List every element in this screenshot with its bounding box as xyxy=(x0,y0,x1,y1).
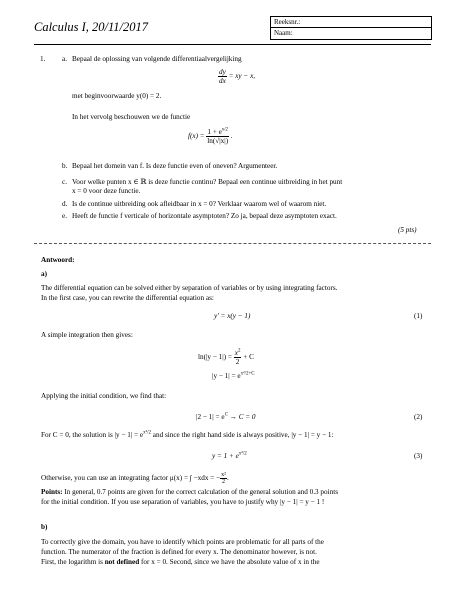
item-e-text: Heeft de functie f verticale of horizontale asymptoten? Zo ja, bepaal deze asymptoten exact. xyxy=(72,212,337,220)
f-numerator-exp: x/2 xyxy=(221,127,228,133)
question-number: 1. xyxy=(40,55,46,63)
eq3: y = 1 + e xyxy=(212,452,239,460)
equation-3 xyxy=(212,452,247,461)
item-b-label: b. xyxy=(62,162,68,170)
answer-b-heading: b) xyxy=(41,523,48,531)
answer-divider xyxy=(34,243,431,244)
points-note-label: Points: xyxy=(41,488,63,496)
answer-p1-line1: The differential equation can be solved either by separation of variables or by using integrating factors. xyxy=(41,284,338,292)
naam-field: Naam: xyxy=(274,29,293,37)
p4-a: For C = 0, the solution is |y − 1| = e xyxy=(41,431,144,439)
differential-equation xyxy=(218,68,255,85)
answer-p1-line2: In the first case, you can rewrite the differential equation as: xyxy=(41,294,214,302)
p5-frac-num: x² xyxy=(221,472,226,478)
answer-pb-line3 xyxy=(41,558,320,567)
p5-b: . xyxy=(226,474,229,483)
p4-b: and since the right hand side is always positive, |y − 1| = y − 1: xyxy=(152,431,334,439)
student-info-box xyxy=(270,16,432,40)
item-a-label: a. xyxy=(62,55,67,63)
dy: dy xyxy=(219,68,226,76)
eq-ln-rhs: + C xyxy=(243,353,254,362)
p4-exp: x²/2 xyxy=(143,430,151,436)
initial-condition: met beginvoorwaarde y(0) = 2. xyxy=(72,92,162,100)
f-end: . xyxy=(230,132,233,141)
eq-ln-den: 2 xyxy=(235,358,240,366)
eq3-exp: x²/2 xyxy=(238,451,247,457)
eq2-lhs: |2 − 1| = e xyxy=(196,413,225,421)
equation-2-number: (2) xyxy=(414,413,423,421)
p5-a: Otherwise, you can use an integrating factor μ(x) = ∫ −xdx = − xyxy=(41,474,221,483)
header-divider xyxy=(34,44,431,45)
equation-abs xyxy=(212,372,255,381)
dx: dx xyxy=(219,77,226,85)
points-label: (5 pts) xyxy=(398,226,417,234)
points-note-line1 xyxy=(41,488,338,497)
eq2-exp: C xyxy=(224,412,228,418)
item-c-label: c. xyxy=(62,178,67,186)
continuation-text: In het vervolg beschouwen we de functie xyxy=(72,113,191,121)
eq-ln-lhs: ln(|y − 1|) = xyxy=(198,353,232,362)
equation-ln xyxy=(198,349,254,366)
f-denominator: ln(√|x|) xyxy=(207,137,229,145)
f-lhs: f(x) = xyxy=(188,132,205,141)
pb-l3-bold: not defined xyxy=(104,558,140,566)
eq-abs-exp: x²/2+C xyxy=(240,371,255,377)
equation-1: y′ = x(y − 1) xyxy=(214,312,251,320)
pb-l3-a: First, the logarithm is xyxy=(41,558,105,566)
answer-p3: Applying the initial condition, we find that: xyxy=(41,392,167,400)
pb-l3-b: for x = 0. Second, since we have the absolute value of x in the xyxy=(139,558,320,566)
item-e-label: e. xyxy=(62,212,67,220)
answer-pb-line2: function. The numerator of the fraction is defined for every x. The denominator however, is not. xyxy=(41,548,317,556)
exam-title: Calculus I, 20/11/2017 xyxy=(34,20,149,34)
reeksnr-field: Reeksnr.: xyxy=(271,17,431,28)
equation-1-number: (1) xyxy=(414,312,423,320)
equation-2 xyxy=(196,413,256,422)
function-definition xyxy=(188,128,233,145)
answer-p5 xyxy=(41,472,229,485)
f-numerator: 1 + e xyxy=(207,128,222,136)
eq-ln-num: x xyxy=(234,349,238,357)
item-c-text-2: x = 0 voor deze functie. xyxy=(72,187,141,195)
equation-3-number: (3) xyxy=(414,452,423,460)
p5-frac-den: 2 xyxy=(222,479,226,485)
eq-abs: |y − 1| = e xyxy=(212,372,241,380)
item-b-text: Bepaal het domein van f. Is deze functie even of oneven? Argumenteer. xyxy=(72,162,278,170)
eq-rhs: = xy − x, xyxy=(228,72,256,81)
eq2-rhs: → C = 0 xyxy=(229,413,256,421)
item-c-text-1: Voor welke punten x ∈ ℝ is deze functie continu? Bepaal een continue uitbreiding in het punt xyxy=(72,178,343,186)
item-a-text: Bepaal de oplossing van volgende differentiaalvergelijking xyxy=(72,55,242,63)
points-note-line2: for the initial condition. If you use separation of variables, you have to justify why |y − 1| = y − 1 ! xyxy=(41,498,325,506)
item-d-label: d. xyxy=(62,200,68,208)
answer-a-heading: a) xyxy=(41,270,47,278)
points-note-text1: In general, 0.7 points are given for the correct calculation of the general solution and 0.3 points xyxy=(62,488,338,496)
answer-p4 xyxy=(41,431,334,440)
answer-heading: Antwoord: xyxy=(41,256,75,264)
item-d-text: Is de continue uitbreiding ook afleidbaar in x = 0? Verklaar waarom wel of waarom niet. xyxy=(72,200,327,208)
answer-p2: A simple integration then gives: xyxy=(41,331,133,339)
answer-pb-line1: To correctly give the domain, you have to identify which points are problematic for all parts of the xyxy=(41,538,324,546)
eq-ln-num-exp: 2 xyxy=(237,348,241,354)
